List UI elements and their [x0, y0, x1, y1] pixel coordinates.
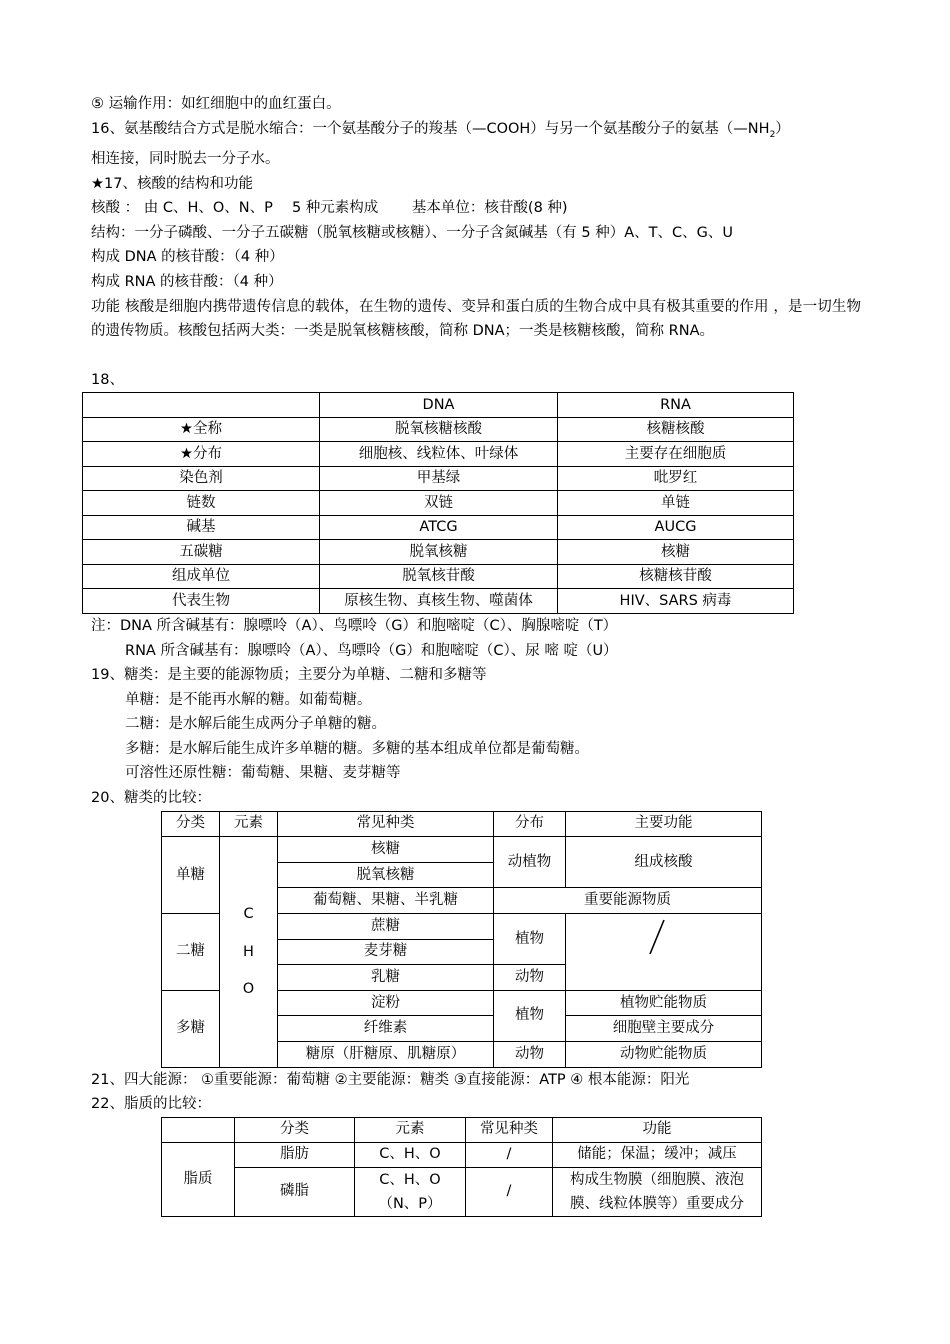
lipid-table: [161, 1117, 762, 1217]
table-row: [83, 589, 794, 614]
table-cell: 磷脂: [235, 1167, 355, 1216]
table-cell: 植物: [494, 990, 566, 1041]
table-row: [162, 1167, 762, 1216]
note-line: 注：DNA 所含碱基有：腺嘌呤（A）、鸟嘌呤（G）和胞嘧啶（C）、胸腺嘧啶（T）: [91, 617, 618, 634]
table-cell: 蔗糖: [278, 914, 494, 940]
table-row: [83, 491, 794, 516]
table-cell: 动物: [494, 1042, 566, 1068]
table-cell: 代表生物: [83, 589, 320, 614]
table-cell: 分布: [494, 811, 566, 837]
table-cell: 淀粉: [278, 990, 494, 1016]
table-row: [162, 811, 762, 837]
sugar-table: [161, 811, 762, 1068]
table-cell: 葡萄糖、果糖、半乳糖: [278, 888, 494, 914]
text-line: 相连接，同时脱去一分子水。: [91, 151, 280, 168]
text-line: [91, 117, 861, 147]
table-cell: 常见种类: [466, 1117, 553, 1142]
table-cell: [220, 837, 278, 1067]
cell-line: （N、P）: [378, 1195, 442, 1212]
text-line: 单糖：是不能再水解的糖。如葡萄糖。: [125, 691, 372, 708]
table-row: [83, 417, 794, 442]
table-cell: 脂质: [162, 1142, 235, 1216]
table-cell: C、H、O: [355, 1142, 466, 1167]
table-cell: 染色剂: [83, 466, 320, 491]
table-cell: 重要能源物质: [494, 888, 762, 914]
table-row: [83, 442, 794, 467]
table-cell: 乳糖: [278, 965, 494, 991]
table-cell: 核糖: [278, 837, 494, 863]
table-row: [83, 393, 794, 418]
table-cell: 碱基: [83, 515, 320, 540]
table-cell: 储能；保温；缓冲；减压: [553, 1142, 762, 1167]
table-cell: ATCG: [320, 515, 558, 540]
element-o: O: [242, 980, 255, 997]
table-row: [162, 1117, 762, 1142]
table-cell: 五碳糖: [83, 540, 320, 565]
table-row: [83, 466, 794, 491]
table-cell: /: [466, 1167, 553, 1216]
table-cell: 组成单位: [83, 564, 320, 589]
table-cell: 双链: [320, 491, 558, 516]
table-cell: 脱氧核糖核酸: [320, 417, 558, 442]
element-h: H: [243, 943, 254, 960]
table-cell: ★分布: [83, 442, 320, 467]
table-row: [83, 540, 794, 565]
subscript: 2: [769, 129, 776, 140]
table-row: [83, 564, 794, 589]
section-heading: 18、: [91, 371, 124, 388]
table-cell: 细胞核、线粒体、叶绿体: [320, 442, 558, 467]
cell-line: 构成生物膜（细胞膜、液泡: [570, 1171, 744, 1188]
table-cell: 动物贮能物质: [566, 1042, 762, 1068]
table-cell: ★全称: [83, 417, 320, 442]
table-cell: 链数: [83, 491, 320, 516]
slash-mark: [642, 918, 672, 958]
table-cell: [83, 393, 320, 418]
table-cell: 麦芽糖: [278, 939, 494, 965]
table-cell: [553, 1167, 762, 1216]
text-span: ）: [775, 120, 790, 137]
text-line: 结构：一分子磷酸、一分子五碳糖（脱氧核糖或核糖）、一分子含氮碱基（有 5 种）A、T、C、G、U: [91, 224, 733, 241]
text-line: 核酸 ： 由 C、H、O、N、P 5 种元素构成 基本单位：核苷酸(8 种): [91, 200, 568, 217]
text-line: 构成 RNA 的核苷酸：（4 种）: [91, 274, 283, 291]
table-cell: 脱氧核糖: [320, 540, 558, 565]
text-line: 21、四大能源： ①重要能源：葡萄糖 ②主要能源：糖类 ③直接能源：ATP ④ 根本能源：阳光: [91, 1071, 690, 1088]
table-cell: 主要功能: [566, 811, 762, 837]
section-heading: 19、糖类：是主要的能源物质；主要分为单糖、二糖和多糖等: [91, 667, 487, 684]
table-cell: [355, 1167, 466, 1216]
table-cell: 分类: [235, 1117, 355, 1142]
table-cell: 动植物: [494, 837, 566, 888]
table-cell: 植物贮能物质: [566, 990, 762, 1016]
table-cell: 二糖: [162, 914, 220, 991]
table-cell: 单链: [558, 491, 794, 516]
table-cell: RNA: [558, 393, 794, 418]
text-line: 可溶性还原性糖：葡萄糖、果糖、麦芽糖等: [125, 765, 401, 782]
table-cell: 元素: [355, 1117, 466, 1142]
table-row: [162, 1142, 762, 1167]
paragraph: 功能 核酸是细胞内携带遗传信息的载体，在生物的遗传、变异和蛋白质的生物合成中具有极其重要的作用 ，是一切生物的遗传物质。核酸包括两大类：一类是脱氧核糖核酸，简称 DNA；一类是核糖核酸，简称 RNA。: [91, 298, 861, 340]
table-cell: 原核生物、真核生物、噬菌体: [320, 589, 558, 614]
table-cell: 细胞壁主要成分: [566, 1016, 762, 1042]
table-cell: 功能: [553, 1117, 762, 1142]
spacer: [91, 344, 861, 368]
table-cell: 脂肪: [235, 1142, 355, 1167]
table-cell: [566, 914, 762, 991]
note-line: RNA 所含碱基有：腺嘌呤（A）、鸟嘌呤（G）和胞嘧啶（C）、尿 嘧 啶（U）: [125, 642, 618, 659]
element-c: C: [243, 905, 254, 922]
table-cell: DNA: [320, 393, 558, 418]
table-cell: HIV、SARS 病毒: [558, 589, 794, 614]
cell-line: C、H、O: [379, 1171, 441, 1188]
table-cell: 核糖: [558, 540, 794, 565]
section-heading: 20、糖类的比较：: [91, 790, 211, 807]
table-cell: 多糖: [162, 990, 220, 1067]
table-cell: 吡罗红: [558, 466, 794, 491]
table-cell: 脱氧核糖: [278, 862, 494, 888]
text-span: 16、氨基酸结合方式是脱水缩合：一个氨基酸分子的羧基（—COOH）与另一个氨基酸分子的氨基（—NH: [91, 120, 770, 137]
dna-rna-table: [82, 392, 794, 614]
text-line: ⑤ 运输作用：如红细胞中的血红蛋白。: [91, 96, 341, 112]
table-row: [83, 515, 794, 540]
table-cell: 植物: [494, 914, 566, 965]
table-cell: /: [466, 1142, 553, 1167]
table-cell: 元素: [220, 811, 278, 837]
text-line: 二糖：是水解后能生成两分子单糖的糖。: [125, 716, 386, 733]
cell-line: 膜、线粒体膜等）重要成分: [570, 1195, 744, 1212]
text-line: 多糖：是水解后能生成许多单糖的糖。多糖的基本组成单位都是葡萄糖。: [125, 740, 589, 757]
table-cell: [162, 1117, 235, 1142]
table-cell: 纤维素: [278, 1016, 494, 1042]
table-cell: AUCG: [558, 515, 794, 540]
text-line: 构成 DNA 的核苷酸：（4 种）: [91, 249, 284, 266]
table-cell: 核糖核酸: [558, 417, 794, 442]
table-cell: 脱氧核苷酸: [320, 564, 558, 589]
table-cell: 动物: [494, 965, 566, 991]
table-cell: 分类: [162, 811, 220, 837]
table-cell: 主要存在细胞质: [558, 442, 794, 467]
table-cell: 甲基绿: [320, 466, 558, 491]
table-row: [162, 837, 762, 863]
table-cell: 单糖: [162, 837, 220, 914]
table-cell: 常见种类: [278, 811, 494, 837]
table-cell: 核糖核苷酸: [558, 564, 794, 589]
section-heading: 22、脂质的比较：: [91, 1096, 211, 1113]
section-heading: ★17、核酸的结构和功能: [91, 175, 253, 192]
table-cell: 组成核酸: [566, 837, 762, 888]
table-cell: 糖原（肝糖原、肌糖原）: [278, 1042, 494, 1068]
document-page: [91, 92, 861, 1217]
